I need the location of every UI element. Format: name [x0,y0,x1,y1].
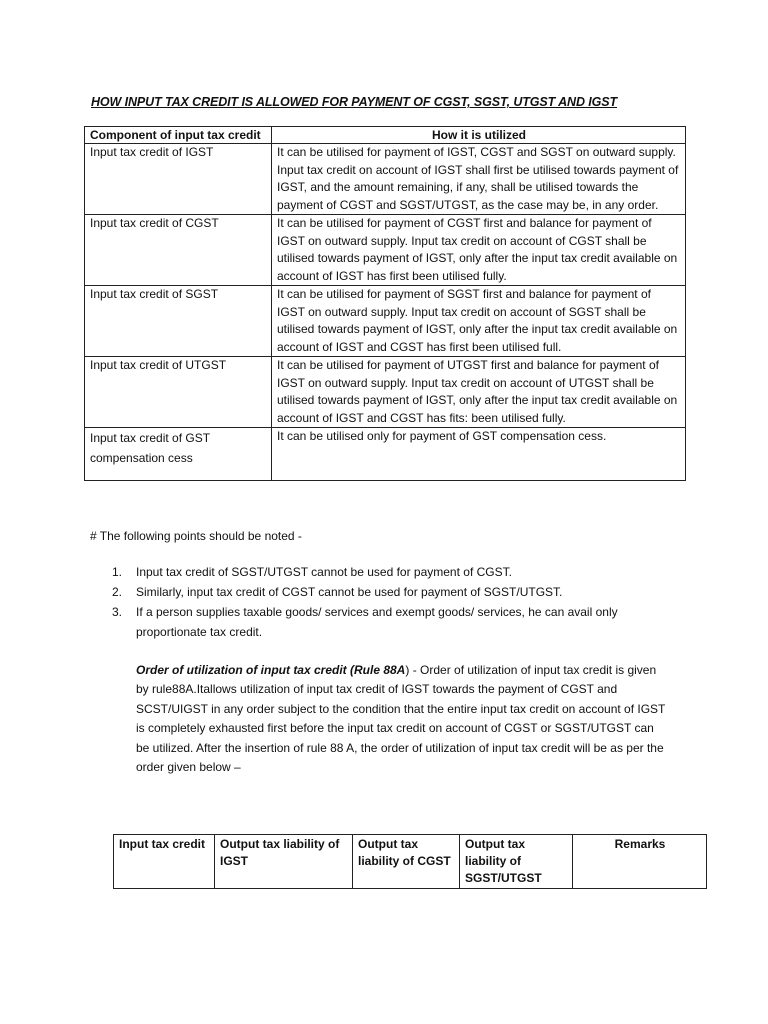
list-number: 3. [112,605,123,619]
column-header-remarks: Remarks [573,835,707,889]
list-item [112,562,672,582]
table-row [85,428,686,481]
column-header-cgst: Output tax liability of CGST [353,835,460,889]
table-row [85,286,686,357]
table-row [85,357,686,428]
usage-cell: It can be utilised for payment of CGST first and balance for payment of IGST on outward supply. Input tax credit on account of CGST shall be utilised towards payment of IGST, only after the input tax credit available on account of IGST has first been utilised fully. [272,215,686,286]
column-header-component: Component of input tax credit [85,127,272,144]
component-cell: Input tax credit of UTGST [85,357,272,428]
list-text: If a person supplies taxable goods/ services and exempt goods/ services, he can avail only proportionate tax credit. [136,605,618,639]
component-cell: Input tax credit of SGST [85,286,272,357]
component-cell: Input tax credit of GST compensation cess [85,428,272,481]
list-number: 1. [112,565,123,579]
order-of-utilization-paragraph [136,661,668,777]
usage-cell: It can be utilised for payment of UTGST first and balance for payment of IGST on outward supply. Input tax credit on account of UTGST shall be utilised towards payment of IGST, only after the input tax credit available on account of IGST and CGST has fits: been utilised fully. [272,357,686,428]
table-row [85,144,686,215]
utilization-order-table [113,834,707,889]
list-text: Input tax credit of SGST/UTGST cannot be used for payment of CGST. [136,565,512,579]
table-header-row [85,127,686,144]
component-cell: Input tax credit of IGST [85,144,272,215]
table-header-row [114,835,707,889]
list-text: Similarly, input tax credit of CGST cannot be used for payment of SGST/UTGST. [136,585,563,599]
usage-cell: It can be utilised for payment of SGST first and balance for payment of IGST on outward supply. Input tax credit on account of SGST shall be utilised towards payment of IGST, only after the input tax credit available on account of IGST and CGST has first been utilised full. [272,286,686,357]
column-header-input-credit: Input tax credit [114,835,215,889]
notes-list [112,562,672,642]
column-header-igst: Output tax liability of IGST [215,835,353,889]
usage-cell: It can be utilised for payment of IGST, CGST and SGST on outward supply. Input tax credit on account of IGST shall first be utilised towards payment of IGST, and the amount remaining, if any, shall be utilised towards the payment of CGST and SGST/UTGST, as the case may be, in any order. [272,144,686,215]
page-title: HOW INPUT TAX CREDIT IS ALLOWED FOR PAYMENT OF CGST, SGST, UTGST AND IGST [91,95,618,109]
list-number: 2. [112,585,123,599]
list-item [112,602,672,642]
itc-utilization-table [84,126,686,481]
list-item [112,582,672,602]
paragraph-lead-close: ) [405,663,410,677]
paragraph-lead: Order of utilization of input tax credit (Rule 88A [136,663,406,677]
notes-heading: # The following points should be noted - [90,529,302,543]
column-header-sgst-utgst: Output tax liability of SGST/UTGST [460,835,573,889]
table-row [85,215,686,286]
column-header-usage: How it is utilized [272,127,686,144]
paragraph-body: - Order of utilization of input tax credit is given by rule88A.Itallows utilization of input tax credit of IGST towards the payment of CGST and SCST/UIGST in any order subject to the condition that the entire input tax credit on account of IGST is completely exhausted first before the input tax credit on account of CGST or SGST/UTGST can be utilized. After the insertion of rule 88 A, the order of utilization of input tax credit will be as per the order given below – [136,663,666,775]
usage-cell: It can be utilised only for payment of GST compensation cess. [272,428,686,481]
component-cell: Input tax credit of CGST [85,215,272,286]
